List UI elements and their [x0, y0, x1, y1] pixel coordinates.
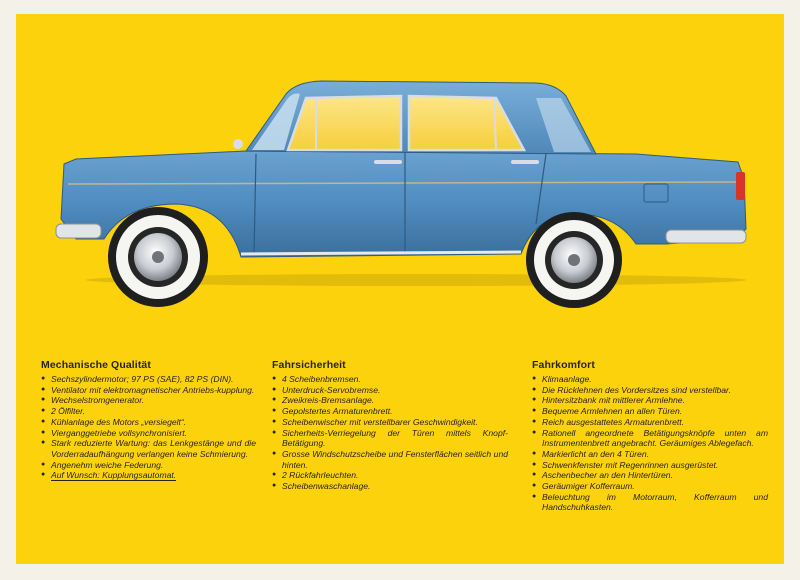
rear-wheel: [526, 212, 622, 308]
list-item: [41, 470, 256, 481]
list-item: ● Ventilator mit elektromagnetischer Antriebs-kupplung.: [41, 385, 256, 396]
front-window: [288, 96, 401, 150]
list-item: ● 4 Scheibenbremsen.: [272, 374, 508, 385]
column-heading: Fahrkomfort: [532, 359, 595, 371]
list-item: ● Scheibenwischer mit verstellbarer Geschwindigkeit.: [272, 417, 508, 428]
column-fahrsicherheit: [272, 359, 508, 492]
list-item: ● Rationell angeordnete Betätigungsknöpfe unten am Instrumentenbrett angebracht. Geräumiges Ablegefach.: [532, 428, 768, 449]
list-item: ● Kühlanlage des Motors „versiegelt“.: [41, 417, 256, 428]
list-item: ● Beleuchtung im Motorraum, Kofferraum und Handschuhkasten.: [532, 492, 768, 513]
list-item: ● Reich ausgestattetes Armaturenbrett.: [532, 417, 768, 428]
list-item: ● 2 Ölfilter.: [41, 406, 256, 417]
list-item: ● Angenehm weiche Federung.: [41, 460, 256, 471]
side-mirror: [233, 139, 243, 149]
list-item: ● Schwenkfenster mit Regenrinnen ausgerüstet.: [532, 460, 768, 471]
list-item: ● Aschenbecher an den Hintertüren.: [532, 470, 768, 481]
feature-list: [532, 374, 768, 513]
list-item: ● Sechszylindermotor; 97 PS (SAE), 82 PS (DIN).: [41, 374, 256, 385]
front-wheel: [108, 207, 208, 307]
list-item: ● Grosse Windschutzscheibe und Fensterflächen seitlich und hinten.: [272, 449, 508, 470]
list-item: ● Hintersitzbank mit mittlerer Armlehne.: [532, 395, 768, 406]
list-item-text: Auf Wunsch: Kupplungsautomat.: [51, 470, 177, 481]
list-item: ● Vierganggetriebe vollsynchronisiert.: [41, 428, 256, 439]
front-bumper: [56, 224, 101, 238]
feature-list: [272, 374, 508, 492]
front-door-handle: [374, 160, 402, 164]
list-item: ● Markierlicht an den 4 Türen.: [532, 449, 768, 460]
column-heading: Mechanische Qualität: [41, 359, 151, 371]
list-item: ● Gepolstertes Armaturenbrett.: [272, 406, 508, 417]
list-item: ● Wechselstromgenerator.: [41, 395, 256, 406]
rocker-chrome: [241, 252, 521, 254]
column-heading: Fahrsicherheit: [272, 359, 346, 371]
brochure-page: [16, 14, 784, 564]
list-item: ● Sicherheits-Verriegelung der Türen mittels Knopf-Betätigung.: [272, 428, 508, 449]
list-item: ● Geräumiger Kofferraum.: [532, 481, 768, 492]
list-item: ● Zweikreis-Bremsanlage.: [272, 395, 508, 406]
list-item: ● Die Rücklehnen des Vordersitzes sind verstellbar.: [532, 385, 768, 396]
list-item: ● Unterdruck-Servobremse.: [272, 385, 508, 396]
list-item: ● Bequeme Armlehnen an allen Türen.: [532, 406, 768, 417]
rear-bumper: [666, 230, 746, 243]
rear-door-handle: [511, 160, 539, 164]
list-item: ● 2 Rückfahrleuchten.: [272, 470, 508, 481]
tail-light: [736, 172, 745, 200]
car-illustration: [16, 14, 784, 324]
feature-list: [41, 374, 256, 481]
list-item: ● Stark reduzierte Wartung: das Lenkgestänge und die Vorderradaufhängung verlangen keine Schmierung.: [41, 438, 256, 459]
list-item: ● Scheibenwaschanlage.: [272, 481, 508, 492]
column-fahrkomfort: [532, 359, 768, 513]
column-mechanische-qualitaet: [41, 359, 256, 481]
list-item: ● Klimaanlage.: [532, 374, 768, 385]
